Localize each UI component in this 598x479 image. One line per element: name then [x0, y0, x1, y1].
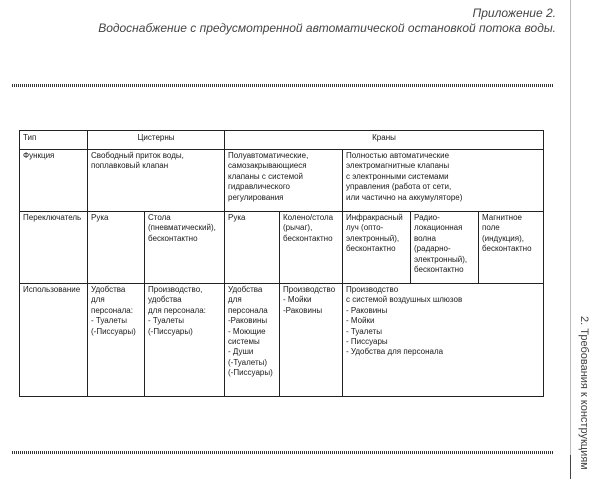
table-header-row [20, 131, 544, 150]
function-taps-semiautomatic: Полуавтоматические, самозакрывающиеся клапаны с системой гидравлического регулирования [225, 150, 343, 212]
header-taps: Краны [225, 131, 544, 150]
header-type: Тип [20, 131, 88, 150]
usage-cistern-staff: Удобства для персонала: - Туалеты (-Писсуары) [88, 284, 145, 397]
switch-table-pneumatic: Стола (пневматический), бесконтактно [145, 212, 225, 284]
switch-magnetic: Магнитное поле (индукция), бесконтактно [479, 212, 544, 284]
row-label-switch: Переключатель [20, 212, 88, 284]
switch-radar: Радио- локационная волна (радарно- электронный), бесконтактно [411, 212, 479, 284]
function-taps-automatic: Полностью автоматические электромагнитные клапаны с электронными системами управления (работа от сети, или частично на аккумуляторе) [343, 150, 544, 212]
table-row-usage [20, 284, 544, 397]
header-cisterns: Цистерны [88, 131, 225, 150]
switch-hand: Рука [88, 212, 145, 284]
usage-cistern-production: Производство, удобства для персонала: - Туалеты (-Писсуары) [145, 284, 225, 397]
usage-tap-airlock-production: Производство с системой воздушных шлюзов - Раковины - Мойки - Туалеты - Писсуары - Удобства для персонала [343, 284, 544, 397]
water-supply-table [19, 130, 544, 397]
table-row-function [20, 150, 544, 212]
row-label-function: Функция [20, 150, 88, 212]
usage-tap-staff: Удобства для персонала -Раковины - Моющие системы - Души (-Туалеты) (-Писсуары) [225, 284, 280, 397]
appendix-label: Приложение 2. [472, 6, 556, 20]
side-section-caption: 2. Требования к конструкциям [578, 316, 590, 470]
usage-tap-production: Производство - Мойки -Раковины [280, 284, 343, 397]
row-label-usage: Использование [20, 284, 88, 397]
side-tick [570, 455, 571, 479]
switch-tap-hand: Рука [225, 212, 280, 284]
function-cisterns: Свободный приток воды, поплавковый клапан [88, 150, 225, 212]
table-row-switch [20, 212, 544, 284]
side-rule [570, 0, 571, 479]
switch-infrared: Инфракрасный луч (опто- электронный), бесконтактно [343, 212, 411, 284]
switch-knee: Колено/стола (рычаг), бесконтактно [280, 212, 343, 284]
dotted-divider-top [12, 84, 554, 87]
document-title: Водоснабжение с предусмотренной автоматической остановкой потока воды. [98, 21, 556, 35]
dotted-divider-bottom [12, 451, 554, 454]
